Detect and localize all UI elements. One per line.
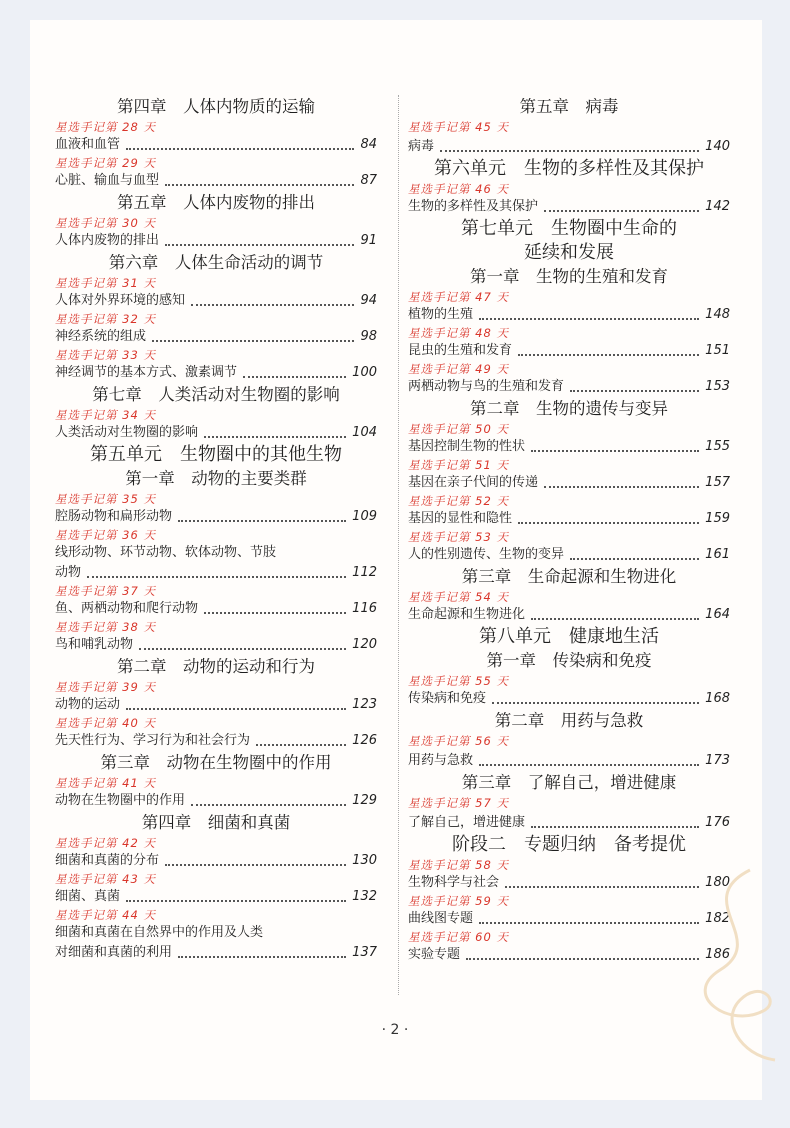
toc-entry-page: 186: [705, 947, 730, 962]
toc-entry[interactable]: [55, 635, 377, 655]
leader-dots: [492, 702, 699, 704]
day-label: 星选手记第 56 天: [408, 734, 509, 748]
toc-entry[interactable]: [408, 749, 730, 771]
day-label: 星选手记第 29 天: [55, 156, 156, 170]
leader-dots: [152, 340, 354, 342]
toc-entry-page: 91: [360, 233, 377, 248]
day-label: 星选手记第 53 天: [408, 530, 509, 544]
toc-entry[interactable]: [55, 231, 377, 251]
day-label: 星选手记第 35 天: [55, 492, 156, 506]
leader-dots: [191, 804, 346, 806]
day-label: 星选手记第 48 天: [408, 326, 509, 340]
day-label: 星选手记第 58 天: [408, 858, 509, 872]
toc-entry-page: 155: [705, 439, 730, 454]
day-label: 星选手记第 42 天: [55, 836, 156, 850]
toc-entry-page: 161: [705, 547, 730, 562]
day-label: 星选手记第 47 天: [408, 290, 509, 304]
unit-heading: 阶段二 专题归纳 备考提优: [452, 834, 686, 855]
toc-entry[interactable]: [408, 545, 730, 565]
chapter-heading: 第五章 病毒: [519, 97, 619, 116]
toc-entry-title-line1: 细菌和真菌在自然界中的作用及人类: [55, 925, 264, 940]
toc-entry-title: 先天性行为、学习行为和社会行为: [55, 733, 251, 748]
toc-entry-page: 153: [705, 379, 730, 394]
leader-dots: [544, 210, 699, 212]
toc-entry-title: 基因控制生物的性状: [408, 439, 526, 454]
toc-entry[interactable]: [55, 887, 377, 907]
toc-entry-title: 心脏、输血与血型: [55, 173, 160, 188]
day-label: 星选手记第 31 天: [55, 276, 156, 290]
chapter-heading: 第三章 了解自己，增进健康: [461, 773, 677, 792]
toc-entry-title: 血液和血管: [55, 137, 121, 152]
toc-entry-page: 182: [705, 911, 730, 926]
toc-entry[interactable]: [55, 923, 377, 963]
toc-entry[interactable]: [408, 341, 730, 361]
toc-entry[interactable]: [55, 851, 377, 871]
leader-dots: [479, 922, 699, 924]
day-label: 星选手记第 46 天: [408, 182, 509, 196]
day-label: 星选手记第 33 天: [55, 348, 156, 362]
leader-dots: [531, 618, 699, 620]
chapter-heading: 第一章 动物的主要类群: [125, 469, 307, 488]
toc-entry-page: 168: [705, 691, 730, 706]
leader-dots: [518, 354, 699, 356]
decorative-swirl-icon: [670, 860, 780, 1070]
chapter-heading: 第一章 生物的生殖和发育: [470, 267, 668, 286]
unit-heading: 第七单元 生物圈中生命的: [461, 218, 677, 239]
toc-entry-title: 神经系统的组成: [55, 329, 147, 344]
toc-entry-title: 腔肠动物和扁形动物: [55, 509, 173, 524]
toc-entry-page: 173: [705, 753, 730, 768]
unit-heading: 第六单元 生物的多样性及其保护: [434, 158, 704, 179]
toc-entry-title: 神经调节的基本方式、激素调节: [55, 365, 238, 380]
day-label: 星选手记第 28 天: [55, 120, 156, 134]
day-label: 星选手记第 55 天: [408, 674, 509, 688]
toc-entry-page: 87: [360, 173, 377, 188]
toc-entry-page: 126: [352, 733, 377, 748]
chapter-heading: 第六章 人体生命活动的调节: [108, 253, 324, 272]
toc-entry[interactable]: [55, 507, 377, 527]
toc-entry[interactable]: [55, 731, 377, 751]
leader-dots: [126, 708, 346, 710]
toc-entry-title: 用药与急救: [408, 753, 474, 768]
leader-dots: [570, 558, 699, 560]
toc-entry-page: 180: [705, 875, 730, 890]
day-label: 星选手记第 30 天: [55, 216, 156, 230]
leader-dots: [479, 318, 699, 320]
toc-entry[interactable]: [408, 689, 730, 709]
toc-entry-page: 84: [360, 137, 377, 152]
day-label: 星选手记第 34 天: [55, 408, 156, 422]
page-number: · 2 ·: [381, 1022, 409, 1038]
toc-entry-title: 传染病和免疫: [408, 691, 487, 706]
toc-left-column: [55, 95, 377, 963]
toc-entry[interactable]: [408, 811, 730, 833]
toc-entry-page: 176: [705, 815, 730, 830]
chapter-heading: 第一章 传染病和免疫: [486, 651, 652, 670]
toc-entry-title: 人类活动对生物圈的影响: [55, 425, 199, 440]
toc-entry-title: 人体内废物的排出: [55, 233, 160, 248]
day-label: 星选手记第 38 天: [55, 620, 156, 634]
leader-dots: [87, 576, 346, 578]
toc-entry-page: 151: [705, 343, 730, 358]
chapter-heading: 第五章 人体内废物的排出: [117, 193, 315, 212]
chapter-heading: 第二章 用药与急救: [494, 711, 644, 730]
leader-dots: [531, 450, 699, 452]
toc-entry[interactable]: [55, 327, 377, 347]
toc-entry-page: 116: [352, 601, 377, 616]
chapter-heading: 第四章 细菌和真菌: [141, 813, 291, 832]
chapter-heading: 第三章 生命起源和生物进化: [461, 567, 677, 586]
toc-entry-title: 生物的多样性及其保护: [408, 199, 539, 214]
toc-entry-page: 164: [705, 607, 730, 622]
leader-dots: [178, 956, 346, 958]
toc-entry-title: 细菌和真菌的分布: [55, 853, 160, 868]
leader-dots: [440, 150, 699, 152]
chapter-heading: 第二章 动物的运动和行为: [117, 657, 315, 676]
toc-entry[interactable]: [408, 377, 730, 397]
day-label: 星选手记第 43 天: [55, 872, 156, 886]
day-label: 星选手记第 32 天: [55, 312, 156, 326]
day-label: 星选手记第 39 天: [55, 680, 156, 694]
toc-entry-title: 植物的生殖: [408, 307, 474, 322]
toc-entry[interactable]: [55, 171, 377, 191]
day-label: 星选手记第 44 天: [55, 908, 156, 922]
toc-entry-title: 生物科学与社会: [408, 875, 500, 890]
toc-entry-title: 两栖动物与鸟的生殖和发育: [408, 379, 565, 394]
toc-entry[interactable]: [55, 363, 377, 383]
toc-entry-page: 142: [705, 199, 730, 214]
toc-entry[interactable]: [408, 197, 730, 217]
toc-entry[interactable]: [55, 695, 377, 715]
leader-dots: [191, 304, 354, 306]
leader-dots: [531, 826, 699, 828]
toc-entry[interactable]: [408, 605, 730, 625]
toc-entry-page: 104: [352, 425, 377, 440]
day-label: 星选手记第 41 天: [55, 776, 156, 790]
toc-entry[interactable]: [408, 437, 730, 457]
day-label: 星选手记第 36 天: [55, 528, 156, 542]
chapter-heading: 第四章 人体内物质的运输: [117, 97, 315, 116]
toc-entry-page: 123: [352, 697, 377, 712]
toc-entry-title-line1: 线形动物、环节动物、软体动物、节肢: [55, 545, 277, 560]
toc-entry-title: 细菌、真菌: [55, 889, 121, 904]
toc-entry-title: 病毒: [408, 139, 435, 154]
toc-entry-page: 159: [705, 511, 730, 526]
leader-dots: [165, 244, 354, 246]
toc-entry-title: 曲线图专题: [408, 911, 474, 926]
leader-dots: [466, 958, 699, 960]
toc-entry-title: 了解自己，增进健康: [408, 815, 526, 830]
toc-entry[interactable]: [55, 599, 377, 619]
toc-entry[interactable]: [408, 135, 730, 157]
leader-dots: [243, 376, 346, 378]
leader-dots: [165, 864, 346, 866]
toc-entry-title: 鸟和哺乳动物: [55, 637, 134, 652]
toc-entry-page: 130: [352, 853, 377, 868]
toc-entry-page: 132: [352, 889, 377, 904]
leader-dots: [570, 390, 699, 392]
toc-entry-page: 129: [352, 793, 377, 808]
day-label: 星选手记第 57 天: [408, 796, 509, 810]
toc-entry-page: 157: [705, 475, 730, 490]
day-label: 星选手记第 52 天: [408, 494, 509, 508]
leader-dots: [204, 436, 346, 438]
toc-entry-page: 109: [352, 509, 377, 524]
day-label: 星选手记第 51 天: [408, 458, 509, 472]
day-label: 星选手记第 37 天: [55, 584, 156, 598]
toc-entry[interactable]: [408, 305, 730, 325]
chapter-heading: 第三章 动物在生物圈中的作用: [100, 753, 332, 772]
day-label: 星选手记第 49 天: [408, 362, 509, 376]
toc-entry[interactable]: [55, 423, 377, 443]
day-label: 星选手记第 60 天: [408, 930, 509, 944]
day-label: 星选手记第 40 天: [55, 716, 156, 730]
toc-entry-page: 120: [352, 637, 377, 652]
toc-entry-title: 实验专题: [408, 947, 461, 962]
leader-dots: [204, 612, 346, 614]
toc-entry-title: 动物的运动: [55, 697, 121, 712]
toc-entry-title: 动物在生物圈中的作用: [55, 793, 186, 808]
day-label: 星选手记第 59 天: [408, 894, 509, 908]
toc-entry[interactable]: [408, 473, 730, 493]
toc-entry-page: 140: [705, 139, 730, 154]
leader-dots: [139, 648, 346, 650]
toc-entry-title: 动物: [55, 565, 82, 580]
toc-entry-page: 98: [360, 329, 377, 344]
column-divider: [398, 95, 399, 995]
toc-entry-title: 昆虫的生殖和发育: [408, 343, 513, 358]
leader-dots: [126, 148, 354, 150]
leader-dots: [256, 744, 346, 746]
toc-entry[interactable]: [408, 509, 730, 529]
toc-entry-title: 生命起源和生物进化: [408, 607, 526, 622]
leader-dots: [544, 486, 699, 488]
leader-dots: [178, 520, 346, 522]
toc-entry[interactable]: [55, 543, 377, 583]
day-label: 星选手记第 45 天: [408, 120, 509, 134]
toc-entry-title: 鱼、两栖动物和爬行动物: [55, 601, 199, 616]
day-label: 星选手记第 50 天: [408, 422, 509, 436]
leader-dots: [518, 522, 699, 524]
unit-heading: 第八单元 健康地生活: [479, 626, 659, 647]
toc-entry-title: 对细菌和真菌的利用: [55, 945, 173, 960]
toc-entry-title: 基因在亲子代间的传递: [408, 475, 539, 490]
toc-entry-page: 100: [352, 365, 377, 380]
toc-entry-title: 基因的显性和隐性: [408, 511, 513, 526]
chapter-heading: 第七章 人类活动对生物圈的影响: [92, 385, 340, 404]
toc-right-column: [408, 95, 730, 965]
toc-entry[interactable]: [55, 135, 377, 155]
leader-dots: [126, 900, 346, 902]
chapter-heading: 第二章 生物的遗传与变异: [470, 399, 668, 418]
toc-entry-page: 112: [352, 565, 377, 580]
unit-heading: 第五单元 生物圈中的其他生物: [90, 444, 342, 465]
toc-entry[interactable]: [55, 291, 377, 311]
toc-entry-title: 人体对外界环境的感知: [55, 293, 186, 308]
unit-heading: 延续和发展: [524, 242, 614, 263]
toc-entry-title: 人的性别遗传、生物的变异: [408, 547, 565, 562]
toc-entry-page: 148: [705, 307, 730, 322]
toc-entry[interactable]: [55, 791, 377, 811]
toc-entry-page: 137: [352, 945, 377, 960]
day-label: 星选手记第 54 天: [408, 590, 509, 604]
leader-dots: [479, 764, 699, 766]
toc-entry-page: 94: [360, 293, 377, 308]
leader-dots: [165, 184, 354, 186]
